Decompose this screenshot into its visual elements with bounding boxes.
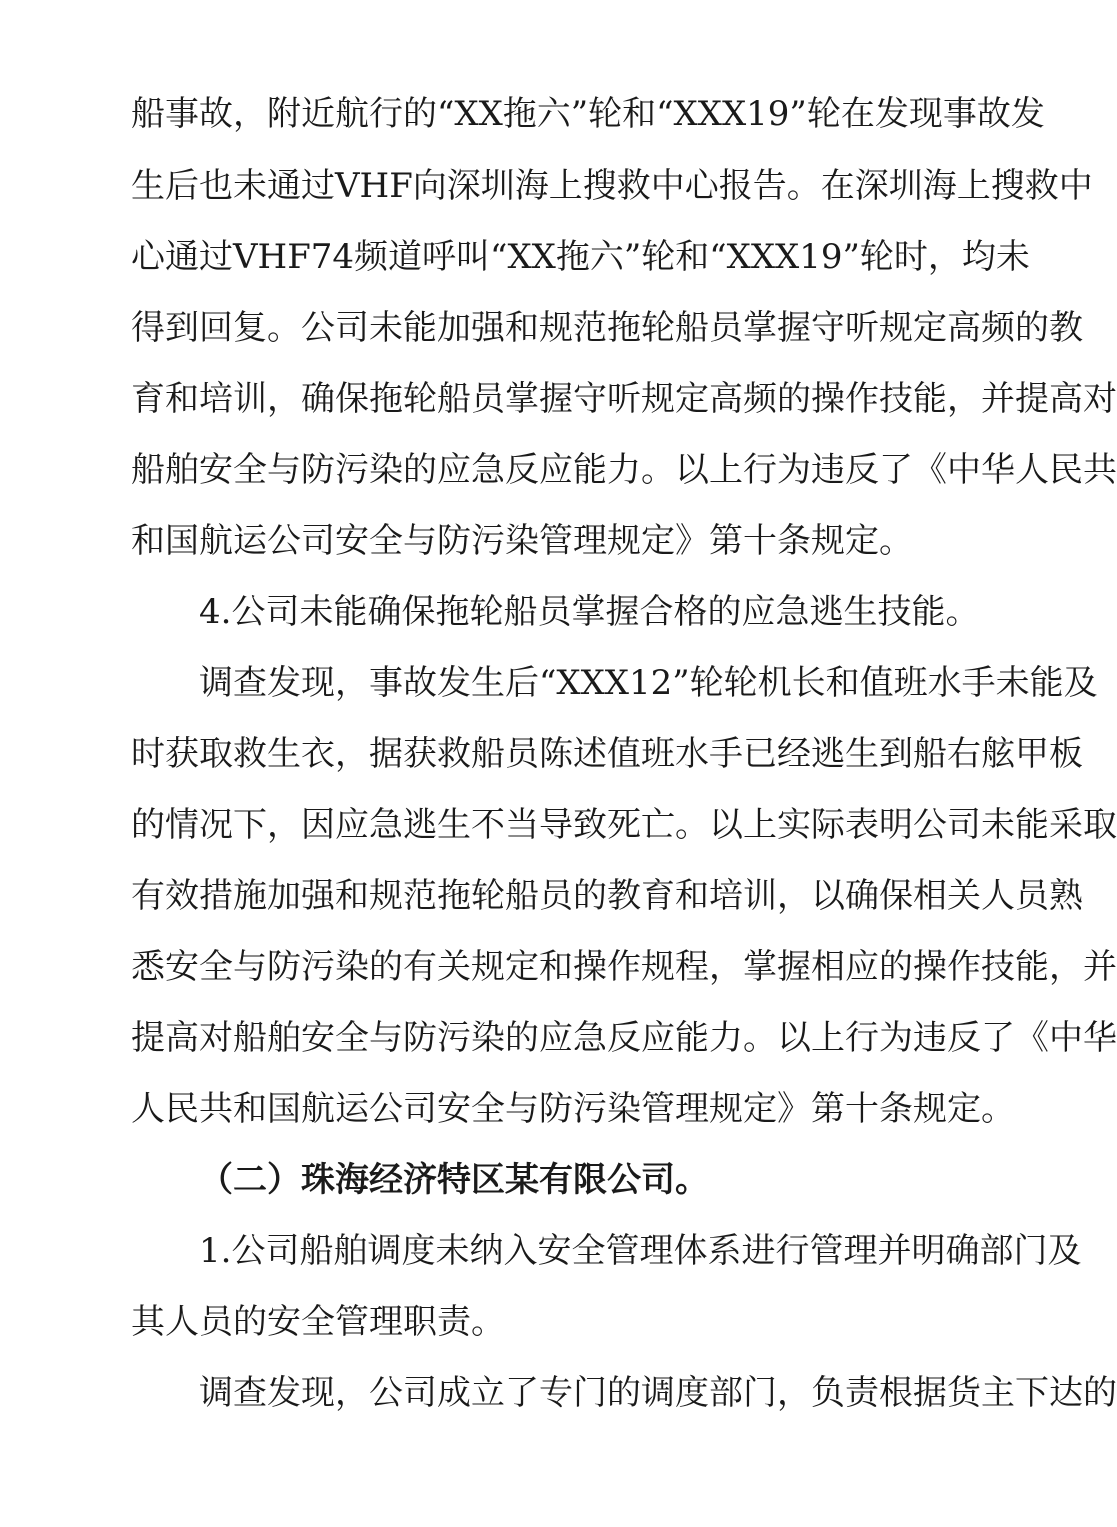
text-line: 调查发现，公司成立了专门的调度部门，负责根据货主下达的 xyxy=(199,1373,1117,1413)
section-heading: （二）珠海经济特区某有限公司。 xyxy=(199,1160,709,1200)
item-heading: 4.公司未能确保拖轮船员掌握合格的应急逃生技能。 xyxy=(199,592,980,632)
text-line: 育和培训，确保拖轮船员掌握守听规定高频的操作技能，并提高对 xyxy=(131,379,1117,419)
text-line: 心通过VHF74频道呼叫“XX拖六”轮和“XXX19”轮时，均未 xyxy=(131,237,1030,277)
text-line: 调查发现，事故发生后“XXX12”轮轮机长和值班水手未能及 xyxy=(199,663,1098,703)
text-line: 悉安全与防污染的有关规定和操作规程，掌握相应的操作技能，并 xyxy=(131,947,1117,987)
text-line: 船事故，附近航行的“XX拖六”轮和“XXX19”轮在发现事故发 xyxy=(131,94,1045,134)
text-line: 提高对船舶安全与防污染的应急反应能力。以上行为违反了《中华 xyxy=(131,1018,1117,1058)
text-line: 和国航运公司安全与防污染管理规定》第十条规定。 xyxy=(131,521,913,561)
text-line: 有效措施加强和规范拖轮船员的教育和培训，以确保相关人员熟 xyxy=(131,876,1083,916)
text-line: 时获取救生衣，据获救船员陈述值班水手已经逃生到船右舷甲板 xyxy=(131,734,1083,774)
text-line: 得到回复。公司未能加强和规范拖轮船员掌握守听规定高频的教 xyxy=(131,308,1083,348)
text-line: 的情况下，因应急逃生不当导致死亡。以上实际表明公司未能采取 xyxy=(131,805,1117,845)
item-heading: 1.公司船舶调度未纳入安全管理体系进行管理并明确部门及 xyxy=(199,1231,1082,1271)
text-line: 人民共和国航运公司安全与防污染管理规定》第十条规定。 xyxy=(131,1089,1015,1129)
text-line: 船舶安全与防污染的应急反应能力。以上行为违反了《中华人民共 xyxy=(131,450,1117,490)
text-line: 生后也未通过VHF向深圳海上搜救中心报告。在深圳海上搜救中 xyxy=(131,166,1093,206)
text-line: 其人员的安全管理职责。 xyxy=(131,1302,505,1342)
